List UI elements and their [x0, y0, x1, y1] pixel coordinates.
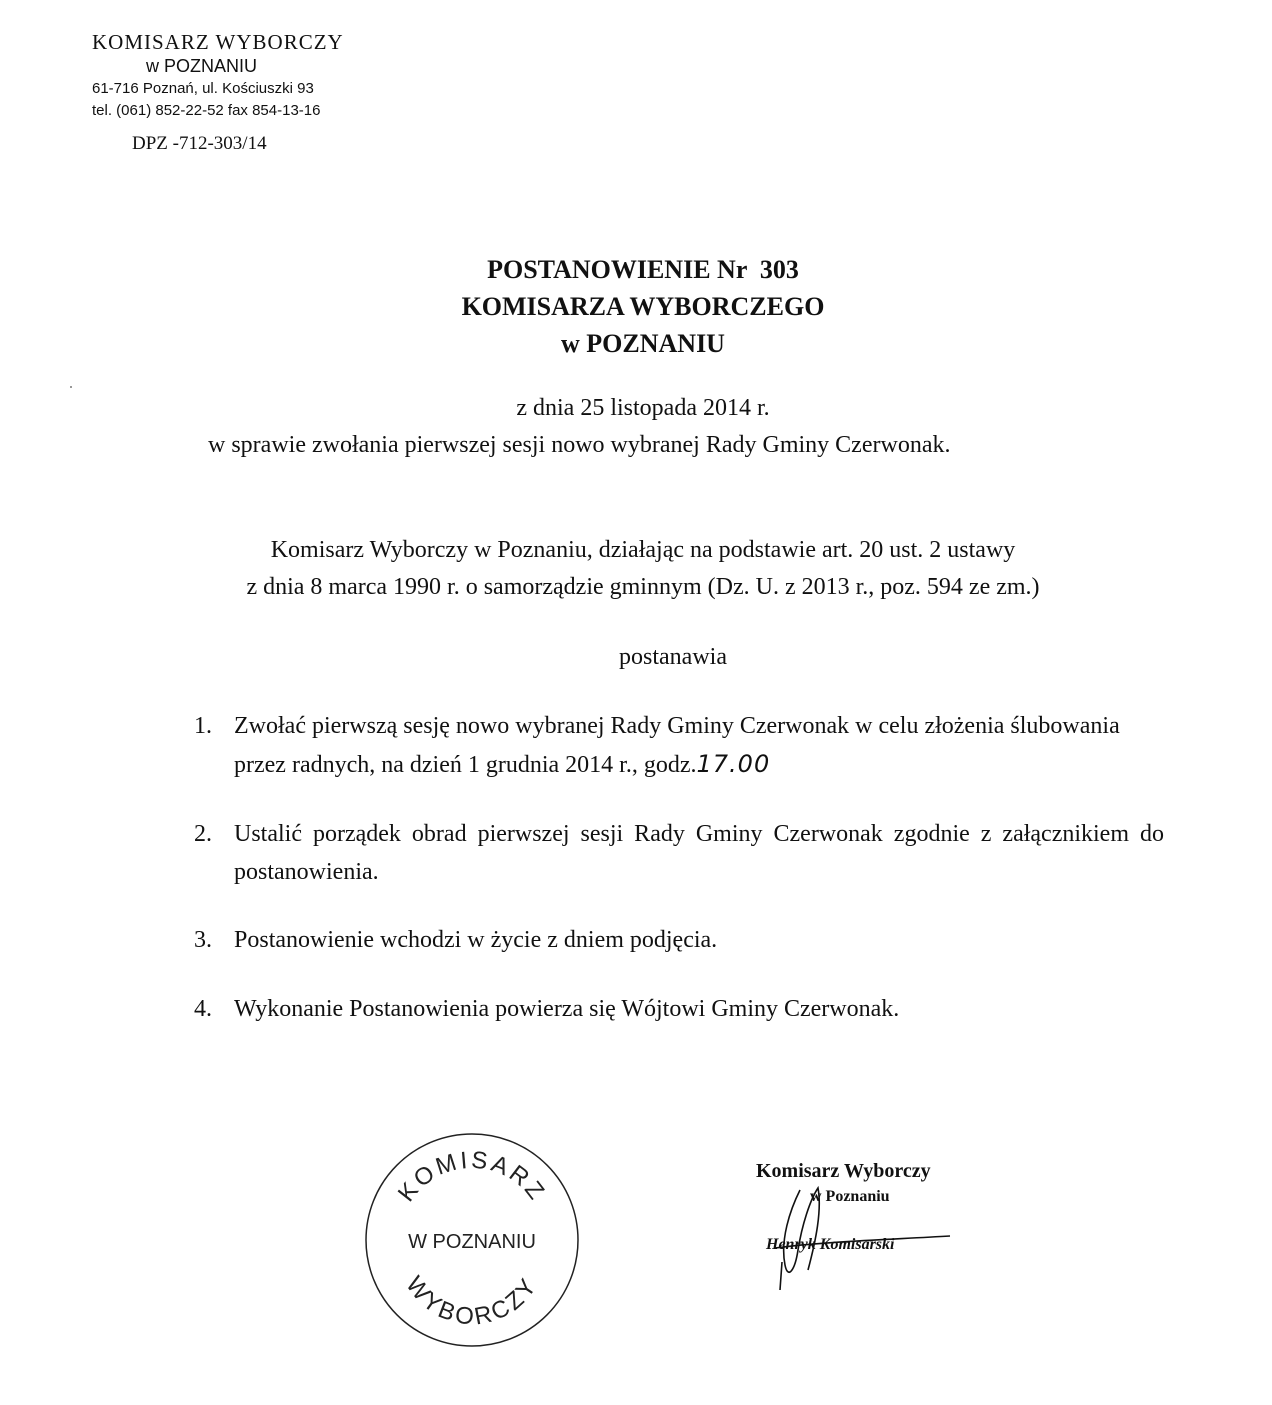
- reference-number: DPZ -712-303/14: [132, 133, 267, 154]
- issuer-org: KOMISARZ WYBORCZY: [92, 30, 344, 54]
- scan-speck: [70, 386, 72, 388]
- list-item-text: Zwołać pierwszą sesję nowo wybranej Rady Gminy Czerwonak w celu złożenia ślubowania przez radnych, na dzień 1 grudnia 2014 r., godz.: [234, 713, 1120, 778]
- document-date: z dnia 25 listopada 2014 r.: [516, 395, 770, 421]
- document-title: POSTANOWIENIE Nr 303: [487, 255, 799, 284]
- list-item: [194, 707, 1164, 784]
- legal-basis-line-1: Komisarz Wyborczy w Poznaniu, działając na podstawie art. 20 ust. 2 ustawy: [270, 537, 1016, 563]
- stamp-center-text: W POZNANIU: [408, 1231, 536, 1253]
- decides-heading: postanawia: [619, 644, 727, 670]
- list-item-number: 1.: [194, 713, 212, 739]
- list-item: [194, 815, 1164, 891]
- list-item-number: 2.: [194, 821, 212, 847]
- document-title-city: w POZNANIU: [561, 329, 725, 358]
- document-title-issuer: KOMISARZA WYBORCZEGO: [461, 292, 825, 321]
- list-item-text-wrap: [234, 707, 1164, 784]
- list-item: [194, 921, 1164, 959]
- handwritten-time: 17.00: [696, 750, 771, 778]
- handwritten-signature: [740, 1170, 970, 1300]
- stamp-bottom-text: WYBORCZY: [400, 1271, 544, 1331]
- list-item-number: 3.: [194, 927, 212, 953]
- list-item: [194, 990, 1164, 1028]
- list-item-number: 4.: [194, 996, 212, 1022]
- list-item-text: Wykonanie Postanowienia powierza się Wójtowi Gminy Czerwonak.: [234, 996, 900, 1022]
- signature-stroke: [775, 1188, 950, 1290]
- signatory-title: Komisarz Wyborczy: [756, 1160, 931, 1182]
- stamp-top-text: KOMISARZ: [392, 1146, 552, 1207]
- signatory-city: w Poznaniu: [810, 1188, 890, 1205]
- issuer-city: w POZNANIU: [146, 56, 258, 76]
- list-item-text: Ustalić porządek obrad pierwszej sesji Rady Gminy Czerwonak zgodnie z załącznikiem do postanowienia.: [234, 821, 1164, 885]
- legal-basis-line-2: z dnia 8 marca 1990 r. o samorządzie gminnym (Dz. U. z 2013 r., poz. 594 ze zm.): [246, 574, 1040, 600]
- signatory-name: Henryk Komisarski: [766, 1236, 895, 1253]
- official-stamp: [362, 1130, 582, 1350]
- list-item-text: Postanowienie wchodzi w życie z dniem podjęcia.: [234, 927, 718, 953]
- issuer-address: 61-716 Poznań, ul. Kościuszki 93: [92, 80, 314, 97]
- document-subject: w sprawie zwołania pierwszej sesji nowo wybranej Rady Gminy Czerwonak.: [208, 432, 951, 458]
- issuer-phone: tel. (061) 852-22-52 fax 854-13-16: [92, 102, 321, 119]
